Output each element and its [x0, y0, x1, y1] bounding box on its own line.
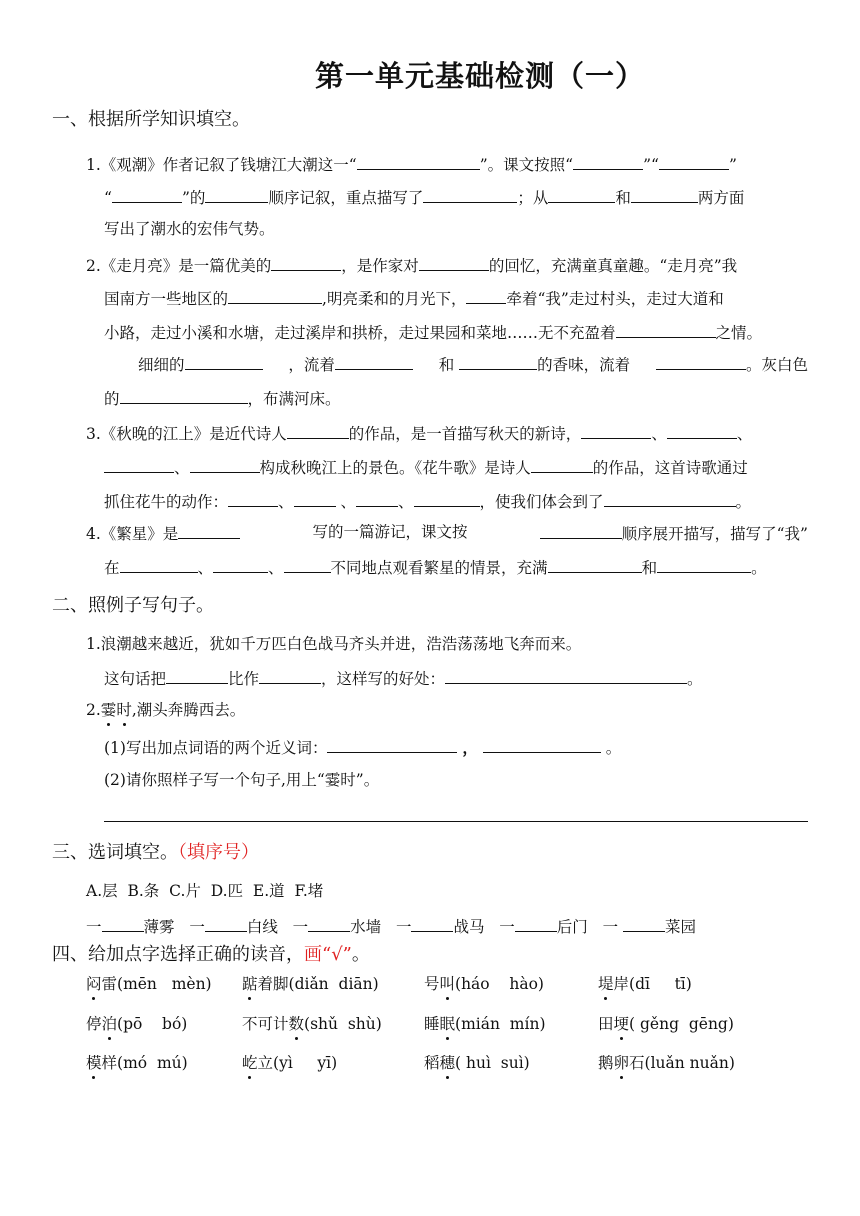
dotted-char: 数: [288, 1015, 305, 1033]
s3-item-post: 菜园: [665, 918, 697, 936]
pinyin-item-prefix: 睡: [424, 1015, 440, 1033]
dotted-char: 踮: [242, 975, 258, 993]
dotted-char: 时: [116, 701, 132, 719]
dotted-char: 泊: [101, 1015, 118, 1033]
q1-text-c: ”“: [643, 156, 659, 174]
section-2-heading: 二、照例子写句子。: [52, 595, 214, 616]
blank[interactable]: [656, 352, 746, 370]
blank[interactable]: [356, 489, 398, 507]
q1-text-f: ”的: [181, 189, 206, 207]
sep: 、: [651, 425, 667, 443]
s3-item: [499, 918, 588, 936]
blank[interactable]: [205, 185, 268, 203]
s2-q2a: [104, 735, 621, 759]
blank[interactable]: [284, 555, 331, 573]
blank[interactable]: [166, 666, 228, 684]
blank[interactable]: [531, 455, 593, 473]
blank[interactable]: [102, 914, 144, 932]
pinyin-item-prefix: 号: [424, 975, 440, 993]
s2-q1b-text-d: 。: [687, 670, 703, 688]
q1-text-a: 1.《观潮》作者记叙了钱塘江大潮这一“: [86, 156, 357, 174]
section-4-heading: [52, 943, 370, 967]
pinyin-options: (shǔ shù): [304, 1015, 382, 1033]
pinyin-options: 雷(mēn mèn): [101, 975, 212, 993]
blank[interactable]: [104, 455, 174, 473]
sep: 、: [278, 493, 294, 511]
blank[interactable]: [515, 914, 557, 932]
q2-line-3: [104, 320, 762, 344]
q4-text-g: 。: [751, 559, 767, 577]
q1-text-e: “: [104, 189, 112, 207]
q1-text-d: ”: [728, 156, 737, 174]
s3-item-pre: 一: [86, 918, 102, 936]
blank[interactable]: [308, 914, 350, 932]
blank[interactable]: [259, 666, 321, 684]
pinyin-options: (mián mín): [455, 1015, 546, 1033]
blank[interactable]: [190, 455, 260, 473]
section-3-heading: [52, 841, 259, 865]
s2-q2: [86, 699, 245, 721]
blank[interactable]: [294, 489, 336, 507]
pinyin-item-prefix: 稻: [424, 1054, 440, 1072]
s2-q2a-text-b: ，: [462, 738, 478, 757]
s2-q1b: [104, 666, 703, 690]
dotted-char: 埂: [613, 1015, 630, 1033]
blank[interactable]: [581, 421, 651, 439]
blank[interactable]: [205, 914, 247, 932]
pinyin-options: 样(mó mú): [101, 1054, 188, 1072]
pinyin-item[interactable]: [86, 973, 212, 995]
s3-item-post: 后门: [556, 918, 588, 936]
q3-text-a: 3.《秋晚的江上》是近代诗人: [86, 425, 287, 443]
s3-options: A.层 B.条 C.片 D.匹 E.道 F.堵: [86, 882, 324, 900]
pinyin-item[interactable]: [242, 1052, 337, 1074]
blank[interactable]: [548, 185, 615, 203]
section-3-note: （填序号）: [178, 842, 259, 863]
blank[interactable]: [287, 421, 349, 439]
q2-text-h: 之情。: [715, 324, 763, 342]
dotted-char: 卵: [613, 1054, 630, 1072]
q2-text-c: 的回忆，充满童真童趣。“走月亮”我: [488, 257, 738, 275]
sep: 、: [174, 459, 190, 477]
q4-text-c: 顺序展开描写，描写了“我”: [621, 525, 808, 543]
q3-line-1: [86, 421, 752, 445]
s3-item-post: 薄雾: [143, 918, 175, 936]
section-4-title: 四、给加点字选择正确的读音，: [52, 944, 304, 965]
blank[interactable]: [178, 521, 240, 539]
blank[interactable]: [357, 152, 480, 170]
page-title: 第一单元基础检测（一）: [314, 59, 645, 93]
pinyin-options: (pō bó): [117, 1015, 188, 1033]
s3-item-post: 白线: [246, 918, 278, 936]
q3-text-f: ，使我们体会到了: [479, 493, 604, 511]
q1-text-g: 顺序记叙，重点描写了: [268, 189, 424, 207]
dotted-char: 霎: [100, 701, 117, 719]
dotted-char: 穗: [439, 1054, 456, 1072]
section-4-note: 画“√”: [304, 944, 352, 965]
pinyin-options: 岸(dī tī): [613, 975, 692, 993]
blank[interactable]: [120, 555, 198, 573]
q2-text-o: ，布满河床。: [247, 390, 341, 408]
blank[interactable]: [335, 352, 413, 370]
dotted-char: 叫: [439, 975, 456, 993]
answer-line[interactable]: [104, 821, 808, 822]
q2-text-k: 和: [438, 356, 455, 374]
pinyin-item[interactable]: [86, 1052, 188, 1074]
pinyin-item[interactable]: [598, 1013, 734, 1035]
blank[interactable]: [271, 253, 341, 271]
pinyin-item[interactable]: [242, 1013, 382, 1035]
blank[interactable]: [657, 555, 751, 573]
s3-item-post: 水墙: [350, 918, 382, 936]
blank[interactable]: [445, 666, 687, 684]
blank[interactable]: [228, 489, 278, 507]
pinyin-options: 石(luǎn nuǎn): [629, 1054, 735, 1072]
blank[interactable]: [631, 185, 698, 203]
dotted-char: 屹: [242, 1054, 258, 1072]
pinyin-item[interactable]: [86, 1013, 187, 1035]
blank[interactable]: [483, 735, 601, 753]
pinyin-item[interactable]: [598, 1052, 735, 1074]
blank[interactable]: [459, 352, 537, 370]
pinyin-item[interactable]: [424, 1052, 530, 1074]
pinyin-item-prefix: 鹅: [598, 1054, 614, 1072]
q2-text-d: 国南方一些地区的: [104, 290, 229, 308]
blank[interactable]: [120, 386, 248, 404]
pinyin-item-prefix: 停: [86, 1015, 102, 1033]
q4-line-1: [86, 521, 808, 545]
dotted-char: 堤: [598, 975, 614, 993]
sep: 、: [197, 559, 214, 577]
q1-line-2: [104, 185, 744, 209]
pinyin-item[interactable]: [424, 1013, 546, 1035]
s2-q1: 1.浪潮越来越近，犹如千万匹白色战马齐头并进，浩浩荡荡地飞奔而来。: [86, 635, 582, 653]
blank[interactable]: [414, 489, 480, 507]
pinyin-options: 立(yì yī): [257, 1054, 338, 1072]
s3-item: [603, 918, 696, 936]
q2-text-a: 2.《走月亮》是一篇优美的: [86, 257, 272, 275]
s2-q2b: (2)请你照样子写一个句子,用上“霎时”。: [104, 771, 380, 789]
dotted-char: 眠: [439, 1015, 456, 1033]
blank[interactable]: [419, 253, 489, 271]
blank[interactable]: [548, 555, 642, 573]
pinyin-options: (háo hào): [455, 975, 544, 993]
q2-text-f: 牵着“我”走过村头，走过大道和: [506, 290, 724, 308]
blank[interactable]: [466, 286, 506, 304]
s2-q2a-text-a: (1)写出加点词语的两个近义词：: [104, 739, 328, 757]
s3-item-pre: 一: [499, 918, 515, 936]
blank[interactable]: [659, 152, 729, 170]
s2-q2-rest: ,潮头奔腾西去。: [131, 701, 246, 719]
blank[interactable]: [112, 185, 182, 203]
q2-text-l: 的香味，流着: [537, 356, 631, 374]
sep: 、: [736, 425, 753, 443]
sep: 、: [268, 559, 284, 577]
q1-text-b: ”。课文按照“: [479, 156, 574, 174]
s3-item: [293, 918, 382, 936]
q1-line-1: [86, 152, 737, 176]
s3-item-post: 战马: [453, 918, 485, 936]
blank[interactable]: [411, 914, 453, 932]
s2-q1b-text-b: 比作: [228, 670, 260, 688]
q3-line-2: [104, 455, 748, 479]
q1-text-j: 两方面: [697, 189, 745, 207]
blank[interactable]: [327, 735, 457, 753]
blank[interactable]: [540, 521, 622, 539]
blank[interactable]: [423, 185, 517, 203]
dotted-char: 模: [86, 1054, 102, 1072]
pinyin-options: 着脚(diǎn diān): [257, 975, 379, 993]
blank[interactable]: [573, 152, 643, 170]
blank[interactable]: [667, 421, 737, 439]
s3-item: [396, 918, 485, 936]
pinyin-item[interactable]: [424, 973, 544, 995]
s2-q2a-text-c: 。: [605, 739, 622, 757]
section-4-tail: 。: [351, 944, 370, 965]
sep: 、: [340, 493, 356, 511]
blank[interactable]: [213, 555, 268, 573]
q1-text-i: 和: [615, 189, 631, 207]
q3-text-d: 的作品，这首诗歌通过: [592, 459, 748, 477]
dotted-char: 闷: [86, 975, 102, 993]
q2-line-4: [138, 352, 808, 376]
s3-item-pre: 一: [189, 918, 205, 936]
q2-text-e: ,明亮柔和的月光下，: [322, 290, 467, 308]
blank[interactable]: [623, 914, 665, 932]
s3-item-pre: 一: [602, 918, 619, 936]
q1-line-3: 写出了潮水的宏伟气势。: [104, 220, 275, 238]
s3-item-pre: 一: [292, 918, 309, 936]
q4-text-f: 和: [641, 559, 658, 577]
q2-text-j: ，流着: [288, 356, 335, 374]
q2-line-2: [104, 286, 724, 310]
s2-q1b-text-c: ，这样写的好处：: [321, 670, 446, 688]
q3-line-3: [104, 489, 751, 513]
s3-item: [86, 918, 175, 936]
section-1-heading: 一、根据所学知识填空。: [52, 109, 250, 130]
sep: 、: [397, 493, 414, 511]
q2-line-1: [86, 253, 737, 277]
q2-line-5: [104, 386, 341, 410]
blank[interactable]: [604, 489, 736, 507]
s3-item-pre: 一: [395, 918, 412, 936]
pinyin-options: ( gěng gēng): [629, 1015, 734, 1033]
pinyin-item-prefix: 不可计: [242, 1015, 289, 1033]
q4-text-a: 4.《繁星》是: [86, 525, 179, 543]
s3-item: [189, 918, 278, 936]
pinyin-item-prefix: 田: [598, 1015, 614, 1033]
q4-text-e: 不同地点观看繁星的情景，充满: [330, 559, 548, 577]
blank[interactable]: [616, 320, 716, 338]
q3-text-g: 。: [735, 493, 752, 511]
blank[interactable]: [228, 286, 322, 304]
q3-text-c: 构成秋晚江上的景色。《花牛歌》是诗人: [259, 459, 531, 477]
q4-text-d: 在: [104, 559, 120, 577]
blank[interactable]: [185, 352, 263, 370]
q2-text-b: ，是作家对: [341, 257, 419, 275]
q3-text-b: 的作品，是一首描写秋天的新诗，: [348, 425, 582, 443]
pinyin-options: ( huì suì): [455, 1054, 530, 1072]
s2-q2-num: 2.: [86, 701, 101, 719]
q2-text-m: 。灰白色: [745, 356, 808, 374]
q3-text-e: 抓住花牛的动作：: [104, 493, 229, 511]
q4-line-2: [104, 555, 767, 579]
pinyin-item[interactable]: [598, 973, 692, 995]
q2-text-g: 小路，走过小溪和水塘，走过溪岸和拱桥，走过果园和菜地……无不充盈着: [104, 324, 616, 342]
s2-q1b-text-a: 这句话把: [104, 670, 167, 688]
q2-text-i: 细细的: [138, 356, 185, 374]
section-3-title: 三、选词填空。: [52, 842, 178, 863]
q4-text-b: 写的一篇游记，课文按: [312, 523, 468, 541]
pinyin-item[interactable]: [242, 973, 379, 995]
s3-items: [86, 914, 696, 938]
q2-text-n: 的: [104, 390, 120, 408]
q1-text-h: ；从: [517, 189, 549, 207]
